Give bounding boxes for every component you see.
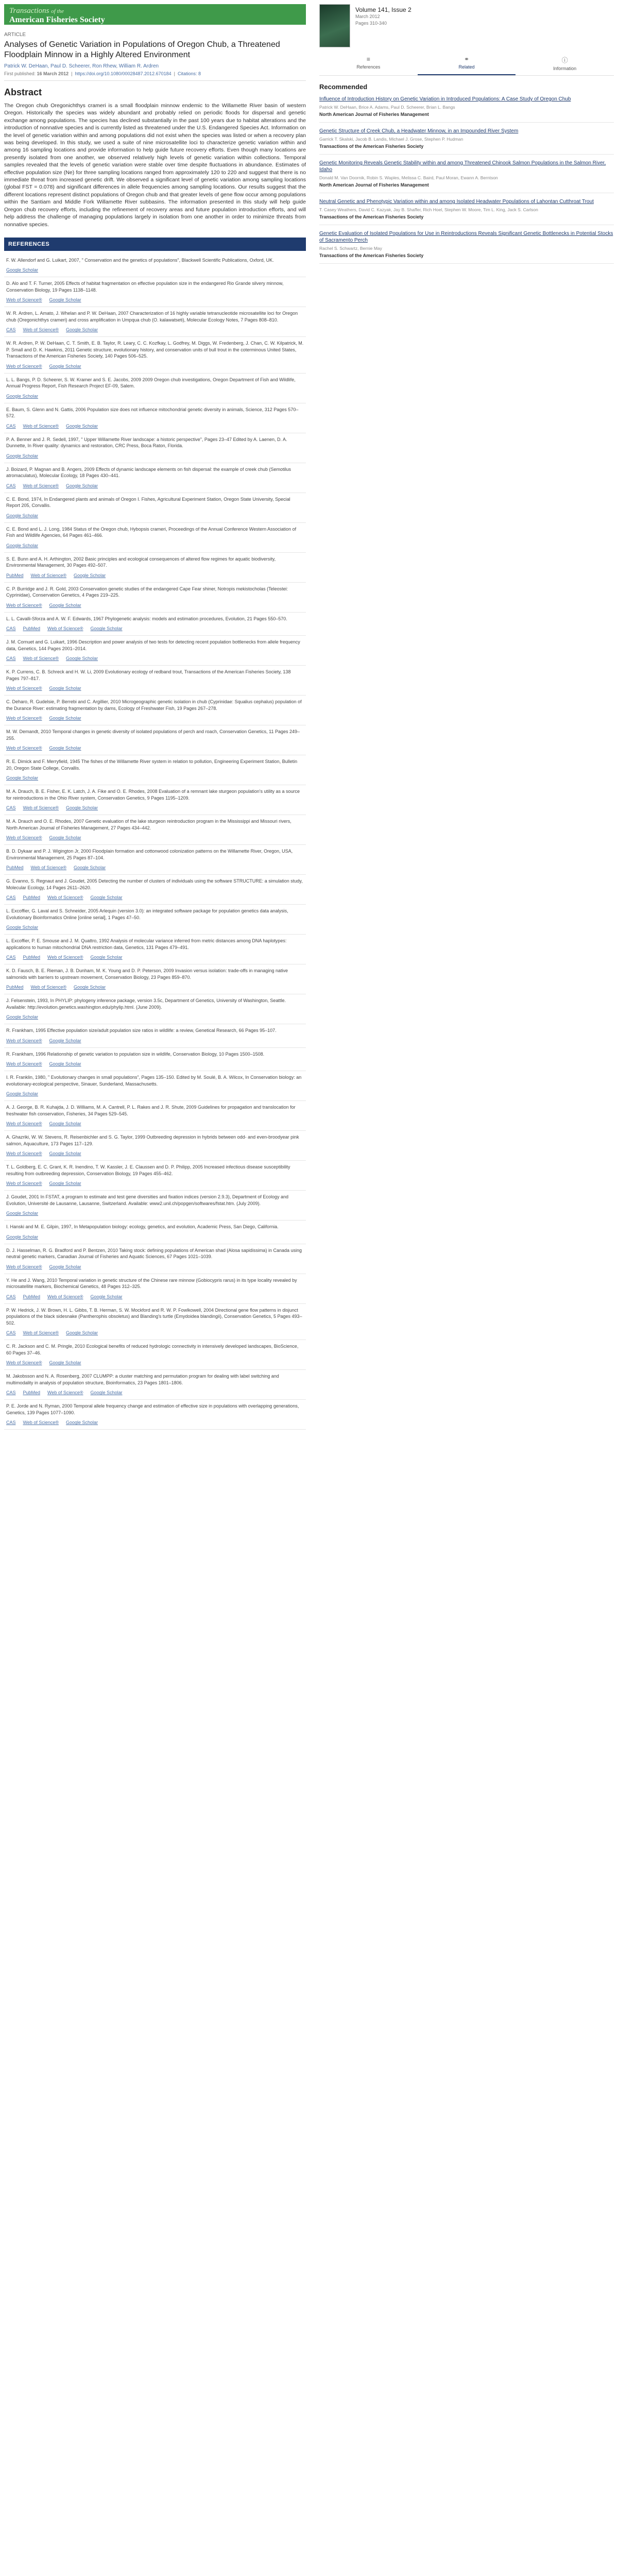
reference-text: B. D. Dykaar and P. J. Wigington Jr, 2000 Floodplain formation and cottonwood colonization patterns on the Willamette River, Oregon, USA, Environmental Management, 25 Pages 87–104. [6,849,293,860]
published-date: 16 March 2012 [37,71,69,76]
reference-text: M. Jakobsson and N. A. Rosenberg, 2007 CLUMPP: a cluster matching and permutation program for dealing with label switching and multimodality in analysis of population structure, Bioinformatics, 23 Pages 1801–1806. [6,1374,279,1385]
google-scholar-link[interactable]: Google Scholar [6,393,39,399]
published-label: First published: [4,71,36,76]
google-scholar-link[interactable]: Google Scholar [49,835,81,841]
google-scholar-link[interactable]: Google Scholar [49,297,81,303]
web-of-science-link[interactable]: Web of Science® [23,423,59,429]
references-heading[interactable]: REFERENCES [4,238,306,251]
reference-links [6,267,304,273]
reference-links [6,513,304,518]
reference-text: R. Frankham, 1995 Effective population size/adult population size ratios in wildlife: a review, Genetical Research, 66 Pages 95–107. [6,1028,277,1033]
google-scholar-link[interactable]: Google Scholar [49,602,81,608]
tab-references[interactable] [319,53,418,75]
reference-text: C. E. Bond and L. J. Long, 1984 Status of the Oregon chub, Hybopsis crameri, Proceedings of the Annual Conference Western Association of Fish and Wildlife Agencies, 64 Pages 461–466. [6,526,297,538]
reference-links [6,716,304,721]
reference-links [6,835,304,840]
google-scholar-link[interactable]: Google Scholar [90,955,123,960]
reference-item [4,337,306,374]
google-scholar-link[interactable]: Google Scholar [74,865,106,871]
reference-links [6,603,304,608]
reference-item [4,815,306,845]
google-scholar-link[interactable]: Google Scholar [6,775,39,781]
web-of-science-link[interactable]: Web of Science® [47,1390,83,1396]
reference-links [6,745,304,751]
sidebar-tabs [319,53,614,76]
web-of-science-link[interactable]: Web of Science® [6,1121,42,1127]
reference-text: A. J. George, B. R. Kuhajda, J. D. Williams, M. A. Cantrell, P. L. Rakes and J. R. Shute, 2009 Guidelines for propagation and translocation for freshwater fish conservation, Fisheries, 34 Pages 529–545. [6,1105,296,1116]
reference-item [4,403,306,433]
recommended-authors: Rachel S. Schwartz, Bernie May [319,246,382,251]
reference-text: J. Boizard, P. Magnan and B. Angers, 2009 Effects of dynamic landscape elements on fish dispersal: the example of creek chub (Semotilus atromaculatus), Molecular Ecology, 18 Pages 430–441. [6,466,291,479]
web-of-science-link[interactable]: Web of Science® [23,1420,59,1426]
reference-text: I. R. Franklin, 1980, " Evolutionary changes in small populations", Pages 135–150. Edited by M. Soulé, B. A. Wilcox, In Conservation biology: an evolutionary-ecological perspective, Sinauer, Sunderland, Massachusetts. [6,1075,302,1087]
reference-item [4,1048,306,1072]
reference-text: L. Excoffier, G. Laval and S. Schneider, 2005 Arlequin (version 3.0): an integrated software package for population genetics data analysis, Evolutionary Bioinformatics Online [online serial], 1 Pages 47–50. [6,908,288,920]
reference-text: M. A. Drauch and O. E. Rhodes, 2007 Genetic evaluation of the lake sturgeon reintroduction program in the Mississippi and Missouri rivers, North American Journal of Fisheries Management, 27 Pages 434–442. [6,819,291,831]
reference-text: M. A. Drauch, B. E. Fisher, E. K. Latch, J. A. Fike and O. E. Rhodes, 2008 Evaluation of a remnant lake sturgeon population's utility as a source for reintroductions in the Ohio River system, Conservation Genetics, 9 Pages 1195–1209. [6,789,300,801]
web-of-science-link[interactable]: Web of Science® [30,572,67,578]
reference-item [4,636,306,666]
reference-item [4,277,306,307]
reference-text: J. Goudet, 2001 In FSTAT, a program to estimate and test gene diversities and fixation indices (version 2.9.3), Department of Ecology and Evolution, Université de Lausanne, Lausanne, Switzerland. Available: www2.unil.ch/popgen/softwares/fstat.htm. (July 2009). [6,1194,288,1206]
web-of-science-link[interactable]: Web of Science® [6,686,42,691]
web-of-science-link[interactable]: Web of Science® [30,865,67,871]
web-of-science-link[interactable]: Web of Science® [6,716,42,721]
reference-text: K. P. Currens, C. B. Schreck and H. W. Li, 2009 Evolutionary ecology of redband trout, Transactions of the American Fisheries Society, 138 Pages 797–817. [6,669,291,681]
reference-text: A. Ghazriki, W. W. Stevens, R. Reisenbichler and S. G. Taylor, 1999 Outbreeding depression in hybrids between odd- and even-broodyear pink salmon, Aquaculture, 173 Pages 117–129. [6,1134,299,1146]
reference-links [6,453,304,459]
reference-text: L. L. Cavalli-Sforza and A. W. F. Edwards, 1967 Phylogenetic analysis: models and estimation procedures, Evolution, 21 Pages 550–570. [6,616,287,621]
journal-name-of-the: of the [51,8,64,14]
web-of-science-link[interactable]: Web of Science® [6,1264,42,1269]
reference-item [4,1191,306,1221]
reference-item [4,613,306,636]
reference-item [4,755,306,785]
reference-item [4,1370,306,1400]
reference-item [4,964,306,994]
google-scholar-link[interactable]: Google Scholar [66,1420,98,1426]
reference-links [6,483,304,488]
reference-links [6,1294,304,1299]
link-icon: ⚭ [464,56,470,63]
reference-links [6,1360,304,1365]
main-column [4,4,306,1430]
journal-name-line1: Transactions of the [9,7,64,15]
pubmed-link[interactable]: PubMed [6,865,24,871]
tab-label: References [356,64,381,70]
reference-item [4,1071,306,1101]
web-of-science-link[interactable]: Web of Science® [6,1181,42,1187]
reference-text: C. P. Burridge and J. R. Gold, 2003 Conservation genetic studies of the endangered Cape Fear shiner, Notropis mekistocholas (Teleostei: Cyprinidae), Conservation Genetics, 4 Pages 219–225. [6,586,288,598]
web-of-science-link[interactable]: Web of Science® [23,656,59,662]
doi-link[interactable]: https://doi.org/10.1080/00028487.2012.670184 [75,71,171,76]
google-scholar-link[interactable]: Google Scholar [6,925,39,930]
recommended-source: Transactions of the American Fisheries Society [319,214,424,219]
recommended-source: Transactions of the American Fisheries Society [319,144,424,149]
reference-text: I. Hanski and M. E. Gilpin, 1997, In Metapopulation biology: ecology, genetics, and evolution, Academic Press, San Diego, California. [6,1224,279,1230]
abstract-text: The Oregon chub Oregonichthys crameri is a small floodplain minnow endemic to the Willamette River basin of western Oregon. Historically the species was widely abundant and probably relied on periodic floods for dispersal and genetic exchange among populations. The species has declined substantially in the past 100 years due to habitat alterations and the introduction of nonnative species and is currently listed as threatened under the U.S. Endangered Species Act. Information on the level of genetic variation within and among populations did not exist when the species was listed or when a recovery plan was being developed. In this study, we used a suite of nine microsatellite loci to characterize genetic variation within and among 16 sampling locations and provide information to help guide future recovery efforts. Even though many locations are presently isolated from one another, we observed relatively high levels of genetic variation within collections. Temporal samples revealed that the levels of genetic variation were stable over time despite fluctuations in abundance. Estimates of effective population size (Ne) for three sampling locations ranged from approximately 120 to 220 and suggest that there is no immediate threat from increased genetic drift. We observed a significant level of genetic variation among sampling locations (global FST = 0.078) and significant differences in allele frequencies among sampling locations. Our results suggest that the different locations represent distinct populations of Oregon chub and that greater levels of gene flow occur among populations within the Santiam and Middle Fork Willamette River subbasins. The information presented in this study will help guide Oregon chub recovery efforts, including the refinement of recovery areas and future population introduction efforts, and will help address the challenge of managing populations largely in isolation from one another in order to minimize threats from nonnative species. [4,103,306,228]
reference-item [4,845,306,875]
web-of-science-link[interactable]: Web of Science® [6,363,42,369]
reference-links [6,1181,304,1186]
tab-label: Information [553,66,577,71]
google-scholar-link[interactable]: Google Scholar [90,1294,123,1299]
cas-link[interactable]: CAS [6,895,16,901]
reference-links [6,1211,304,1216]
reference-text: J. Felsenstein, 1993, In PHYLIP: phylogeny inference package, version 3.5c, Department of Genetics, University of Washington, Seattle. Available: http://evolution.genetics.washington.edu/phylip.html. (June 2009). [6,998,286,1010]
google-scholar-link[interactable]: Google Scholar [49,1264,81,1269]
reference-links [6,626,304,631]
reference-item [4,1024,306,1048]
sidebar [319,4,614,264]
reference-item [4,785,306,815]
reference-text: L. L. Bangs, P. D. Scheerer, S. W. Kramer and S. E. Jacobs, 2009 2009 Oregon chub investigations, Oregon Department of Fish and Wildlife, Annual Progress Report, Fish Research Project EF-09, Salem. [6,377,296,389]
reference-item [4,493,306,523]
article-type: ARTICLE [4,32,26,38]
reference-item [4,696,306,725]
journal-cover-image[interactable] [319,4,350,47]
reference-links [6,925,304,930]
cas-link[interactable]: CAS [6,423,16,429]
cas-link[interactable]: CAS [6,1420,16,1426]
reference-item [4,583,306,613]
google-scholar-link[interactable]: Google Scholar [6,1211,39,1216]
google-scholar-link[interactable]: Google Scholar [6,267,39,273]
web-of-science-link[interactable]: Web of Science® [6,1151,42,1157]
reference-item [4,725,306,755]
google-scholar-link[interactable]: Google Scholar [66,483,98,488]
web-of-science-link[interactable]: Web of Science® [47,1294,83,1299]
reference-links [6,686,304,691]
reference-text: P. W. Hedrick, J. W. Brown, H. L. Gibbs, T. B. Herman, S. W. Mockford and R. W. P. Fowlkowell, 2004 Directional gene flow patterns in disjunct populations of the black sidesnake (Pantherophis obsoletus) and Blanding's turtle (Emydoidea blandingii), Conservation Genetics, 5 Pages 493–502. [6,1307,302,1326]
google-scholar-link[interactable]: Google Scholar [49,1061,81,1067]
google-scholar-link[interactable]: Google Scholar [66,327,98,333]
web-of-science-link[interactable]: Web of Science® [47,626,83,632]
journal-banner[interactable] [4,4,306,25]
pubmed-link[interactable]: PubMed [23,1390,41,1396]
reference-text: E. Baum, S. Glenn and N. Gattis, 2006 Population size does not influence mitochondrial genetic diversity in animals, Science, 312 Pages 570–572. [6,406,299,419]
reference-text: C. R. Jackson and C. M. Pringle, 2010 Ecological benefits of reduced hydrologic connectivity in intensively developed landscapes, BioScience, 60 Pages 37–46. [6,1344,299,1355]
article-title: Analyses of Genetic Variation in Populations of Oregon Chub, a Threatened Floodplain Minnow in a Highly Altered Environment [4,40,280,59]
reference-item [4,1304,306,1341]
reference-text: W. R. Ardren, P. W. DeHaan, C. T. Smith, E. B. Taylor, R. Leary, C. C. Kozfkay, L. Godfrey, M. Diggs, W. Fredenberg, J. Chan, C. W. Kilpatrick, M. P. Small and D. K. Hawkins, 2011 Genetic structure, evolutionary history, and conservation units of bull trout in the coterminous United States, Transactions of the American Fisheries Society, 140 Pages 506–525. [6,341,304,359]
reference-links [6,327,304,332]
recommended-heading: Recommended [319,83,368,91]
reference-text: P. A. Benner and J. R. Sedell, 1997, " Upper Willamette River landscape: a historic perspective", Pages 23–47 Edited by A. Laenen, D. A. Dunnette, In River quality: dynamics and restoration, CRC Press, Boca Raton, Florida. [6,436,287,449]
reference-item [4,1101,306,1131]
reference-links [6,1264,304,1269]
reference-text: R. Frankham, 1996 Relationship of genetic variation to population size in wildlife, Conservation Biology, 10 Pages 1500–1508. [6,1051,265,1057]
google-scholar-link[interactable]: Google Scholar [74,572,106,578]
references-list [4,254,306,1430]
reference-links [6,895,304,900]
reference-links [6,543,304,548]
recommended-title[interactable]: Neutral Genetic and Phenotypic Variation within and among Isolated Headwater Populations of Lahontan Cutthroat Trout [319,199,594,205]
recommended-source: North American Journal of Fisheries Management [319,182,429,188]
issue-volume[interactable]: Volume 141, Issue 2 [355,6,411,13]
cas-link[interactable]: CAS [6,327,16,333]
tab-information[interactable] [516,53,614,75]
reference-item [4,935,306,964]
reference-links [6,1061,304,1066]
divider [4,80,306,81]
issue-pages: Pages 310-340 [355,21,387,26]
web-of-science-link[interactable]: Web of Science® [6,297,42,303]
reference-text: R. E. Dimick and F. Merryfield, 1945 The fishes of the Willamette River system in relation to pollution, Engineering Experiment Station, Bulletin 20, Oregon State College, Corvallis. [6,759,298,771]
citations-count[interactable]: Citations: 8 [177,71,201,76]
recommended-title[interactable]: Influence of Introduction History on Genetic Variation in Introduced Populations: A Case Study of Oregon Chub [319,96,571,102]
web-of-science-link[interactable]: Web of Science® [23,483,59,488]
publication-info: First published: 16 March 2012 | https://doi.org/10.1080/00028487.2012.670184 | Citations: 8 [4,71,201,76]
recommended-authors: Donald M. Van Doornik, Robin S. Waples, Melissa C. Baird, Paul Moran, Ewann A. Berntson [319,175,498,180]
cas-link[interactable]: CAS [6,955,16,960]
pubmed-link[interactable]: PubMed [23,895,41,901]
reference-item [4,1274,306,1304]
web-of-science-link[interactable]: Web of Science® [23,327,59,333]
google-scholar-link[interactable]: Google Scholar [49,716,81,721]
reference-links [6,865,304,870]
reference-links [6,1390,304,1395]
reference-links [6,1038,304,1043]
reference-item [4,1340,306,1370]
google-scholar-link[interactable]: Google Scholar [6,513,39,518]
reference-item [4,1221,306,1244]
reference-links [6,394,304,399]
reference-links [6,1420,304,1425]
web-of-science-link[interactable]: Web of Science® [47,955,83,960]
reference-item [4,1131,306,1161]
google-scholar-link[interactable]: Google Scholar [6,1014,39,1020]
reference-item [4,875,306,905]
cas-link[interactable]: CAS [6,1390,16,1396]
reference-text: T. L. Goldberg, E. C. Grant, K. R. Inendino, T. W. Kassler, J. E. Claussen and D. P. Philipp, 2005 Increased infectious disease susceptibility resulting from outbreeding depression, Conservation Biology, 19 Pages 455–462. [6,1164,290,1176]
reference-item [4,307,306,337]
reference-links [6,573,304,578]
google-scholar-link[interactable]: Google Scholar [49,686,81,691]
web-of-science-link[interactable]: Web of Science® [6,602,42,608]
reference-item [4,254,306,278]
list-icon: ≡ [366,56,370,63]
recommended-title[interactable]: Genetic Monitoring Reveals Genetic Stability within and among Threatened Chinook Salmon Populations in the Salmon River, Idaho [319,160,606,173]
reference-text: J. M. Cornuet and G. Luikart, 1996 Description and power analysis of two tests for detecting recent population bottlenecks from allele frequency data, Genetics, 144 Pages 2001–2014. [6,639,300,651]
reference-item [4,994,306,1024]
reference-item [4,1244,306,1274]
pubmed-link[interactable]: PubMed [6,985,24,990]
reference-item [4,905,306,935]
reference-text: G. Evanno, S. Regnaut and J. Goudet, 2005 Detecting the number of clusters of individuals using the software STRUCTURE: a simulation study, Molecular Ecology, 14 Pages 2611–2620. [6,878,303,890]
google-scholar-link[interactable]: Google Scholar [49,1038,81,1043]
reference-links [6,656,304,661]
pubmed-link[interactable]: PubMed [23,955,41,960]
reference-links [6,985,304,990]
web-of-science-link[interactable]: Web of Science® [23,805,59,811]
abstract-heading: Abstract [4,87,42,97]
reference-links [6,1014,304,1020]
reference-text: F. W. Allendorf and G. Luikart, 2007, " Conservation and the genetics of populations", Blackwell Scientific Publications, Oxford, UK. [6,257,274,263]
reference-item [4,553,306,583]
reference-item [4,374,306,403]
recommended-item [319,96,614,123]
reference-item [4,1161,306,1191]
reference-text: Y. He and J. Wang, 2010 Temporal variation in genetic structure of the Chinese rare minnow (Gobiocypris rarus) in its type locality revealed by microsatellite markers, Biochemical Genetics, 48 Pages 312–325. [6,1277,297,1290]
reference-item [4,433,306,463]
web-of-science-link[interactable]: Web of Science® [6,1038,42,1043]
cas-link[interactable]: CAS [6,1294,16,1299]
pubmed-link[interactable]: PubMed [6,572,24,578]
cas-link[interactable]: CAS [6,805,16,811]
reference-text: C. E. Bond, 1974, In Endangered plants and animals of Oregon I. Fishes, Agricultural Experiment Station, Oregon State University, Special Report 205, Corvallis. [6,496,290,509]
cas-link[interactable]: CAS [6,656,16,662]
reference-text: C. Deharo, R. Gudelsie, P. Berrebi and C. Argillier, 2010 Microgeographic genetic isolation in chub (Cyprinidae: Squalius cephalus) population of the Durance River: estimating fragmentation by dams, Ecology of Freshwater Fish, 19 Pages 267–278. [6,699,302,711]
recommended-authors: Garrick T. Skalski, Jacob B. Landis, Michael J. Grose, Stephen P. Hudman [319,137,464,142]
web-of-science-link[interactable]: Web of Science® [6,745,42,751]
google-scholar-link[interactable]: Google Scholar [6,1234,39,1240]
google-scholar-link[interactable]: Google Scholar [49,363,81,369]
tab-label: Related [458,64,475,70]
google-scholar-link[interactable]: Google Scholar [49,1151,81,1157]
reference-links [6,1330,304,1335]
reference-links [6,1234,304,1240]
recommended-title[interactable]: Genetic Structure of Creek Chub, a Headwater Minnow, in an Impounded River System [319,128,519,134]
reference-links [6,805,304,810]
google-scholar-link[interactable]: Google Scholar [90,626,123,632]
reference-text: D. Alo and T. F. Turner, 2005 Effects of habitat fragmentation on effective population size in the endangered Rio Grande silvery minnow, Conservation Biology, 19 Pages 1138–1148. [6,281,284,293]
issue-date: March 2012 [355,14,380,19]
reference-links [6,1151,304,1156]
reference-text: D. J. Hasselman, R. G. Bradford and P. Bentzen, 2010 Taking stock: defining populations of American shad (Alosa sapidissima) in Canada using neutral genetic markers, Canadian Journal of Fisheries and Aquatic Sciences, 67 Pages 1021–1039. [6,1247,302,1260]
google-scholar-link[interactable]: Google Scholar [6,543,39,548]
reference-text: W. R. Ardren, L. Amato, J. Whelan and P. W. DeHaan, 2007 Characterization of 16 highly variable tetranucleotide microsatellite loci for Oregon chub (Oregonichthys crameri) and cross amplification in Umpqua chub (O. kalawatseti), Molecular Ecology Notes, 7 Pages 808–810. [6,311,298,323]
google-scholar-link[interactable]: Google Scholar [90,1390,123,1396]
google-scholar-link[interactable]: Google Scholar [49,1181,81,1187]
issue-info [319,4,614,47]
reference-text: S. E. Bunn and A. H. Arthington, 2002 Basic principles and ecological consequences of altered flow regimes for aquatic biodiversity, Environmental Management, 30 Pages 492–507. [6,556,276,568]
recommended-source: Transactions of the American Fisheries Society [319,253,424,258]
cas-link[interactable]: CAS [6,1330,16,1336]
google-scholar-link[interactable]: Google Scholar [49,1121,81,1127]
recommended-source: North American Journal of Fisheries Management [319,112,429,117]
reference-text: L. Excoffier, P. E. Smouse and J. M. Quattro, 1992 Analysis of molecular variance inferred from metric distances among DNA haplotypes: applications to human mitochondrial DNA restriction data, Genetics, 131 Pages 479–491. [6,938,287,950]
google-scholar-link[interactable]: Google Scholar [74,985,106,990]
google-scholar-link[interactable]: Google Scholar [66,805,98,811]
reference-item [4,666,306,696]
issue-details [355,4,411,47]
reference-item [4,523,306,553]
reference-text: P. E. Jorde and N. Ryman, 2000 Temporal allele frequency change and estimation of effective size in populations with overlapping generations, Genetics, 139 Pages 1077–1090. [6,1403,299,1415]
reference-links [6,955,304,960]
google-scholar-link[interactable]: Google Scholar [6,1091,39,1097]
recommended-title[interactable]: Genetic Evaluation of Isolated Populations for Use in Reintroductions Reveals Significant Genetic Bottlenecks in Potential Stocks of Sacramento Perch [319,231,613,243]
google-scholar-link[interactable]: Google Scholar [90,895,123,901]
reference-links [6,1091,304,1096]
recommended-item [319,128,614,155]
reference-text: K. D. Fausch, B. E. Rieman, J. B. Dunham, M. K. Young and D. P. Peterson, 2009 Invasion versus isolation: trade-offs in managing native salmonids with barriers to upstream movement, Conservation Biology, 23 Pages 859–870. [6,968,288,980]
google-scholar-link[interactable]: Google Scholar [66,656,98,662]
recommended-item [319,160,614,193]
google-scholar-link[interactable]: Google Scholar [66,423,98,429]
google-scholar-link[interactable]: Google Scholar [49,745,81,751]
google-scholar-link[interactable]: Google Scholar [49,1360,81,1366]
google-scholar-link[interactable]: Google Scholar [66,1330,98,1336]
reference-links [6,297,304,302]
reference-text: M. W. Demandt, 2010 Temporal changes in genetic diversity of isolated populations of perch and roach, Conservation Genetics, 11 Pages 249–255. [6,729,300,741]
web-of-science-link[interactable]: Web of Science® [6,1061,42,1067]
info-icon: ⓘ [561,57,568,64]
reference-item [4,1400,306,1430]
recommended-authors: Patrick W. DeHaan, Brice A. Adams, Paul D. Scheerer, Brian L. Bangs [319,105,455,110]
reference-links [6,775,304,781]
article-authors[interactable]: Patrick W. DeHaan, Paul D. Scheerer, Ron Rhew, William R. Ardren [4,63,159,69]
cas-link[interactable]: CAS [6,483,16,488]
tab-related[interactable] [418,53,516,75]
reference-links [6,1121,304,1126]
google-scholar-link[interactable]: Google Scholar [6,453,39,459]
reference-links [6,423,304,429]
web-of-science-link[interactable]: Web of Science® [6,835,42,841]
recommended-item [319,230,614,264]
cas-link[interactable]: CAS [6,626,16,632]
reference-item [4,463,306,493]
recommended-authors: T. Casey Weathers, David C. Kazyak, Jay B. Shaffer, Rich Hoel, Stephen W. Moore, Tim L. King, Jack S. Carlson [319,207,538,212]
web-of-science-link[interactable]: Web of Science® [30,985,67,990]
web-of-science-link[interactable]: Web of Science® [47,895,83,901]
pubmed-link[interactable]: PubMed [23,626,41,632]
reference-links [6,364,304,369]
web-of-science-link[interactable]: Web of Science® [6,1360,42,1366]
recommended-item [319,198,614,225]
pubmed-link[interactable]: PubMed [23,1294,41,1299]
journal-name-line2: American Fisheries Society [9,15,105,24]
web-of-science-link[interactable]: Web of Science® [23,1330,59,1336]
